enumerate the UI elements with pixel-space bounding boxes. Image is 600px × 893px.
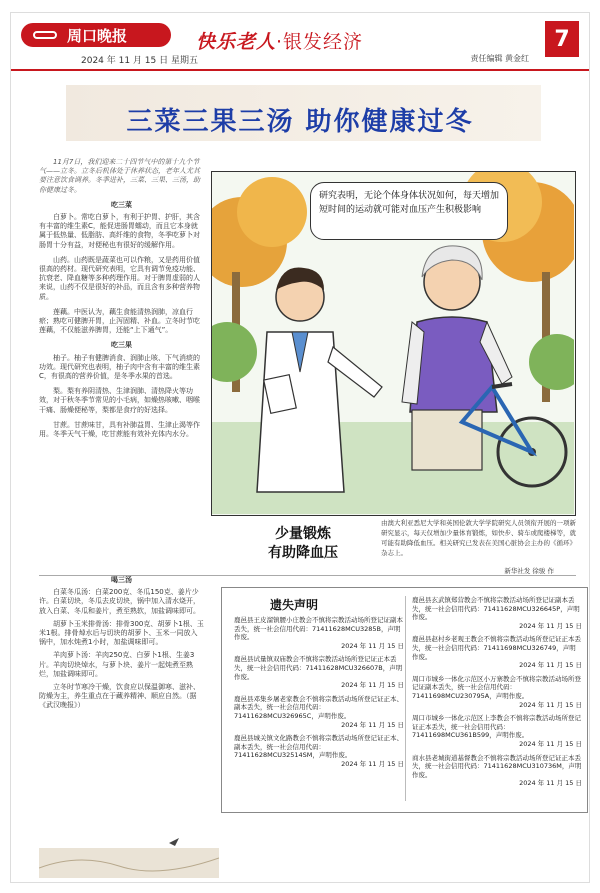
section-title [196,27,363,54]
notice-text: 鹿邑县王皮溜镇腰小庄教会不慎将宗教活动场所登记证副本丢失，统一社会信用代码：71411628MCU3285B，声明作废。 [234,616,403,642]
recipe-column [39,576,204,834]
notice-text: 鹿邑县城关镇文化路教会不慎将宗教活动场所登记证正本、副本丢失，统一社会信用代码：71411628MCU32514SM，声明作废。 [234,734,403,760]
notice-divider [405,596,406,801]
speech-bubble: 研究表明，无论个体身体状况如何，每天增加短时间的运动就可能对血压产生积极影响 [310,182,508,240]
notice-text: 鹿邑县玄武镇郑营教会不慎将宗教活动场所登记证副本丢失，统一社会信用代码：71411628MCU326645P，声明作废。 [412,596,580,622]
notice-item [234,695,404,729]
notice-date: 2024 年 11 月 15 日 [519,700,582,709]
section-subtitle: ·银发经济 [276,31,364,53]
article-body [39,201,204,439]
caption-title-line2: 有助降血压 [268,545,338,561]
newspaper-page [10,12,590,883]
article-paragraph: 莲藕。中医认为，藕生食能清热润肺，凉血行瘀；熟吃可健脾开胃，止泻固精、补血。立冬时节吃莲藕，不仅能滋养脾胃，还能“上下通气”。 [39,307,200,335]
notice-text: 周口市城乡一体化示范区小万寨教会不慎将宗教活动场所登记证副本丢失，统一社会信用代码：71411698MCU230795A，声明作废。 [412,674,581,700]
recipe-paragraph: 立冬时节寒冷干燥，饮食应以保温御寒、滋补、防燥为主，养生重点在于藏养精神、顺应自然。（据《武汉晚报》） [39,683,200,710]
responsible-editor: 责任编辑 黄金红 [470,54,529,63]
notice-item [412,635,582,669]
notice-title: 遗失声明 [270,598,319,612]
section-accent: 快乐老人 [196,31,277,53]
notice-item [234,616,404,650]
article-paragraph: 柚子。柚子有健脾消食、润肺止咳、下气消痰的功效。现代研究也表明，柚子肉中含有丰富的维生素C，有很高的营养价值，是冬季水果的首选。 [39,353,200,381]
recipe-heading: 喝三汤 [111,576,132,584]
notice-item [234,655,404,689]
masthead-rule [11,69,589,71]
notice-item [412,714,582,748]
brand-logo [21,23,171,47]
headline: 三菜三果三汤 助你健康过冬 [126,107,474,137]
notice-item [412,675,582,709]
illustration [211,171,576,516]
lost-notice-box [221,587,588,813]
notice-text: 鹿邑县邓集乡屠老家教会不慎将宗教活动场所登记证正本、副本丢失，统一社会信用代码：71411628MCU326965C，声明作废。 [234,694,403,720]
recipe-paragraph: 胡萝卜玉米排骨汤：排骨300克、胡萝卜1根、玉米1根。排骨焯水后与切块的胡萝卜、玉米一同放入锅中，加水炖煮1小时，加盐调味即可。 [39,619,204,647]
notice-date: 2024 年 11 月 15 日 [341,641,404,650]
notice-column-right [412,596,582,793]
caption-credit: 新华社发 徐骏 作 [504,567,554,575]
article-paragraph: 山药。山药既是蔬菜也可以作粮，又是药用价值很高的药材。现代研究表明，它具有调节免疫功能、抗衰老、降血糖等多种药理作用。对于脾胃虚弱的人来说，山药不仅是很好的补品，而且含有多种营养物质。 [39,255,200,301]
recipe-paragraph: 羊肉萝卜汤：羊肉250克、白萝卜1根、生姜3片。羊肉切块焯水，与萝卜块、姜片一起炖煮至熟烂，加盐调味即可。 [39,651,195,678]
notice-item [234,734,404,768]
masthead [11,13,589,71]
notice-date: 2024 年 11 月 15 日 [341,759,404,768]
brand-name: 周口晚报 [67,26,128,45]
bird-icon [169,838,179,846]
notice-text: 鹿邑县赵村乡老观王教会不慎将宗教活动场所登记证正本丢失，统一社会信用代码：71411698MCU326749，声明作废。 [412,635,581,661]
article-paragraph: 甘蔗。甘蔗味甘，具有补肺益胃、生津止渴等作用。冬季天气干燥，吃甘蔗能有效补充体内水分。 [39,420,200,439]
decorative-banner [39,828,219,878]
notice-date: 2024 年 11 月 15 日 [341,681,404,690]
notice-text: 周口市城乡一体化示范区上李教会不慎将宗教活动场所登记证正本丢失，统一社会信用代码：71411698MCU361B599，声明作废。 [412,714,581,740]
notice-item [412,596,582,630]
publication-date: 2024 年 11 月 15 日 星期五 [81,56,198,66]
caption-title [243,525,363,563]
notice-column-left [234,616,404,774]
notice-text: 商水县老城街道基督教会不慎将宗教活动场所登记证正本丢失，统一社会信用代码：71411628MCU310736M，声明作废。 [412,753,582,779]
article-paragraph: 白萝卜。常吃白萝卜，有利于护胃、护肝，其含有丰富的维生素C，能促进肠胃蠕动，而且它本身就属于低热量、低脂肪、高纤维的食物，冬季吃萝卜对肠胃十分有益，对便秘也有很好的缓解作用。 [39,213,200,249]
notice-text: 鹿邑县试量镇双庙教会不慎将宗教活动场所登记证正本丢失，统一社会信用代码：71411628MCU326607B，声明作废。 [234,655,403,681]
notice-item [412,754,582,788]
article-paragraph: 梨。梨有养阴清热、生津润肺、清热降火等功效，对于秋冬季节常见的小毛病，如燥热咳嗽、咽喉干痛、肠燥便秘等，梨都是食疗的好选择。 [39,387,200,414]
recipe-paragraph: 白菜冬瓜汤：白菜200克、冬瓜150克、姜片少许。白菜切块，冬瓜去皮切块，锅中加入清水烧开，放入白菜、冬瓜和姜片，煮至熟软，加盐调味即可。 [39,588,200,615]
notice-date: 2024 年 11 月 15 日 [519,661,582,670]
newspaper-logo-icon [33,28,59,42]
caption-text: 由澳大利亚悉尼大学和英国伦敦大学学院研究人员领衔开展的一项新研究显示，每天仅增加少量体育锻炼，如快步、骑车或爬楼梯等，就可能有助降低血压。相关研究已发表在美国心脏协会主办的《循环》杂志上。 [381,519,576,557]
caption-title-line1: 少量锻炼 [275,526,331,542]
article-subhead: 吃三菜 [111,200,132,209]
notice-date: 2024 年 11 月 15 日 [519,779,582,788]
article-subhead: 吃三果 [111,341,132,350]
article-intro: 11月7日，我们迎来二十四节气中的第十九个节气——立冬。立冬后机体处于休养状态，老年人尤其要注意饮食调养。冬季进补，三菜、三果、三汤，助你健康过冬。 [39,158,200,194]
notice-date: 2024 年 11 月 15 日 [341,720,404,729]
notice-date: 2024 年 11 月 15 日 [519,621,582,630]
page-number: 7 [545,21,579,57]
notice-date: 2024 年 11 月 15 日 [519,739,582,748]
